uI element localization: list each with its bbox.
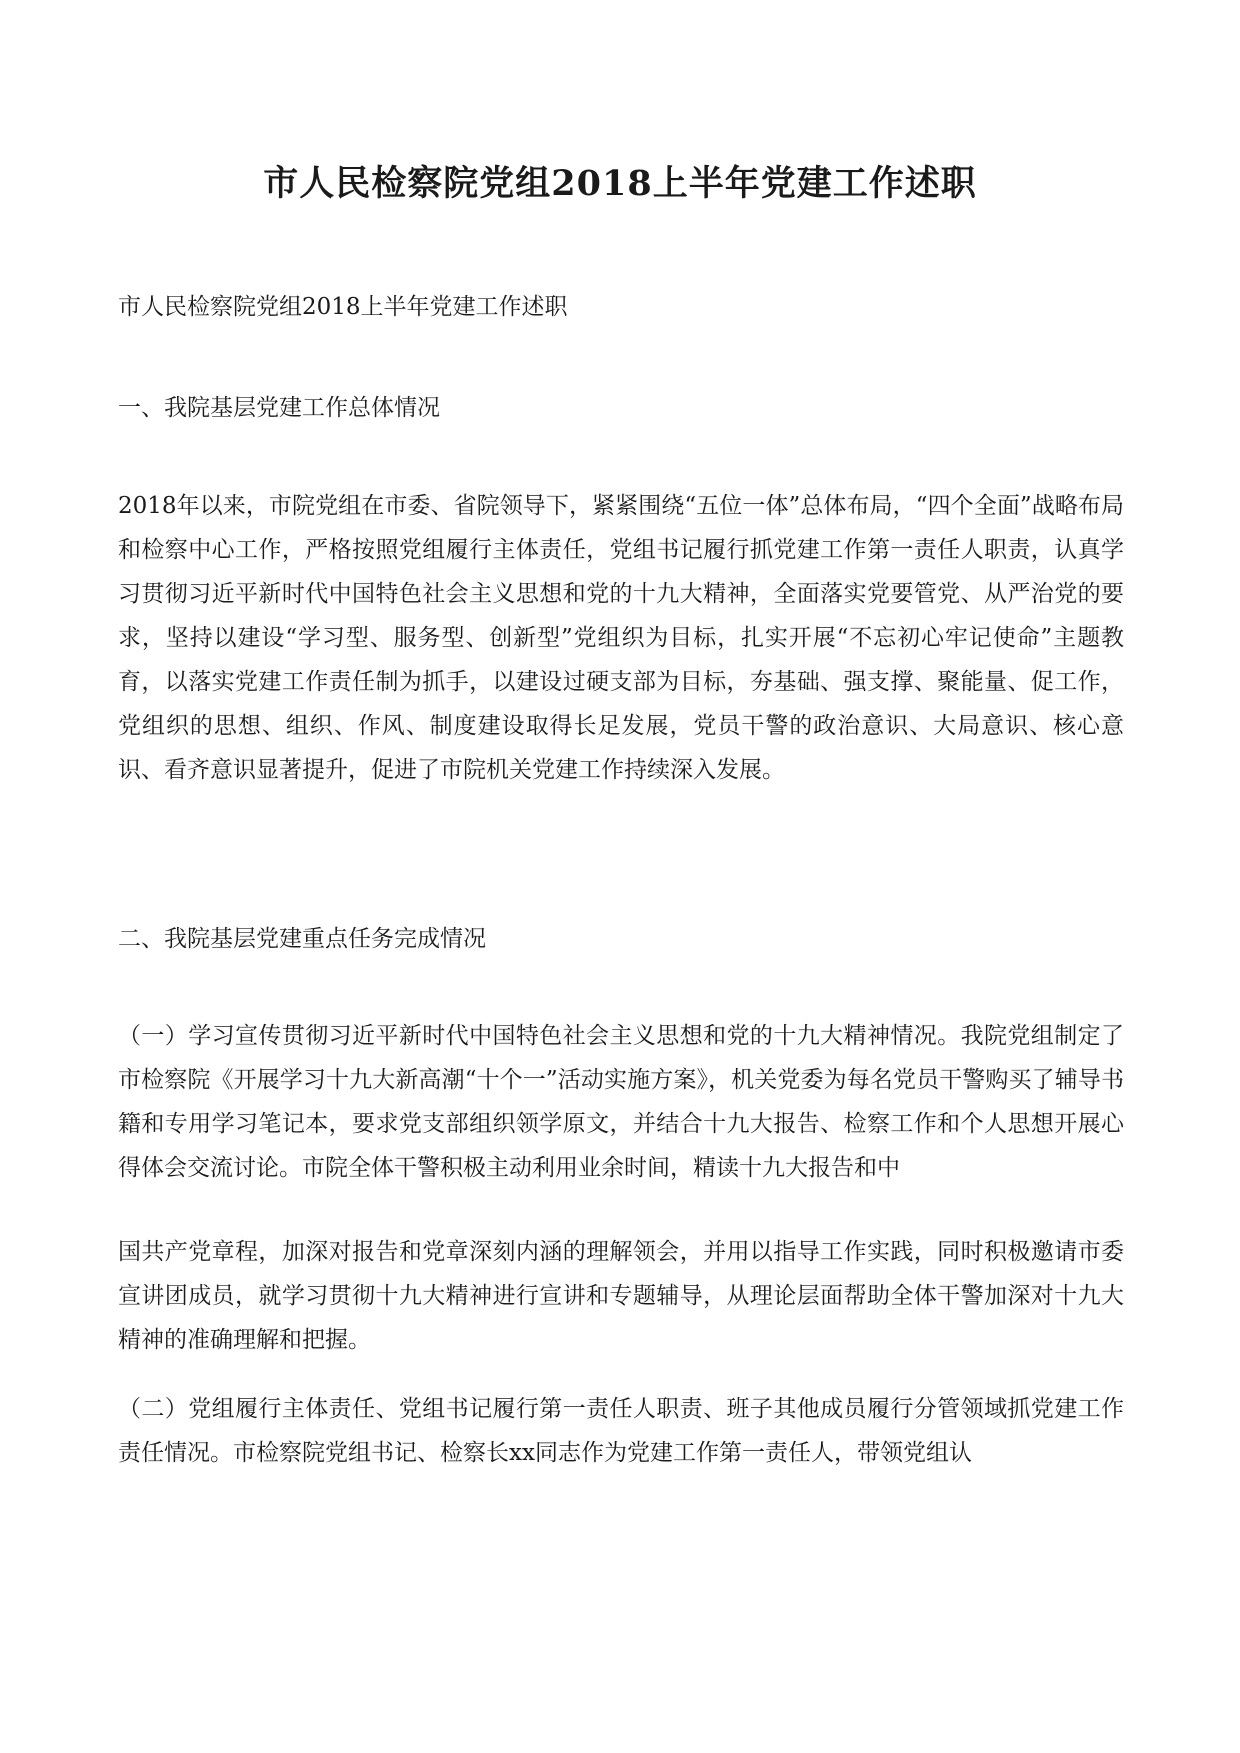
paragraph-responsibility: （二）党组履行主体责任、党组书记履行第一责任人职责、班子其他成员履行分管领域抓党建工作责任情况。市检察院党组书记、检察长xx同志作为党建工作第一责任人，带领党组认 (118, 1396, 1124, 1466)
paragraph-study-continued: 国共产党章程，加深对报告和党章深刻内涵的理解领会，并用以指导工作实践，同时积极邀请市委宣讲团成员，就学习贯彻十九大精神进行宣讲和专题辅导，从理论层面帮助全体干警加深对十九大精神的准确理解和把握。 (118, 1239, 1124, 1353)
section-heading-2: 二、我院基层党建重点任务完成情况 (118, 926, 486, 952)
section-heading-1: 一、我院基层党建工作总体情况 (118, 395, 440, 421)
paragraph-overview: 2018年以来，市院党组在市委、省院领导下，紧紧围绕“五位一体”总体布局，“四个全面”战略布局和检察中心工作，严格按照党组履行主体责任，党组书记履行抓党建工作第一责任人职责，认真学习贯彻习近平新时代中国特色社会主义思想和党的十九大精神，全面落实党要管党、从严治党的要求，坚持以建设“学习型、服务型、创新型”党组织为目标，扎实开展“不忘初心牢记使命”主题教育，以落实党建工作责任制为抓手，以建设过硬支部为目标，夯基础、强支撑、聚能量、促工作，党组织的思想、组织、作风、制度建设取得长足发展，党员干警的政治意识、大局意识、核心意识、看齐意识显著提升，促进了市院机关党建工作持续深入发展。 (118, 493, 1124, 783)
document-subtitle: 市人民检察院党组2018上半年党建工作述职 (118, 294, 568, 320)
paragraph-study: （一）学习宣传贯彻习近平新时代中国特色社会主义思想和党的十九大精神情况。我院党组制定了市检察院《开展学习十九大新高潮“十个一”活动实施方案》，机关党委为每名党员干警购买了辅导书籍和专用学习笔记本，要求党支部组织领学原文，并结合十九大报告、检察工作和个人思想开展心得体会交流讨论。市院全体干警积极主动利用业余时间，精读十九大报告和中 (118, 1023, 1124, 1181)
document-title: 市人民检察院党组2018上半年党建工作述职 (263, 163, 977, 204)
